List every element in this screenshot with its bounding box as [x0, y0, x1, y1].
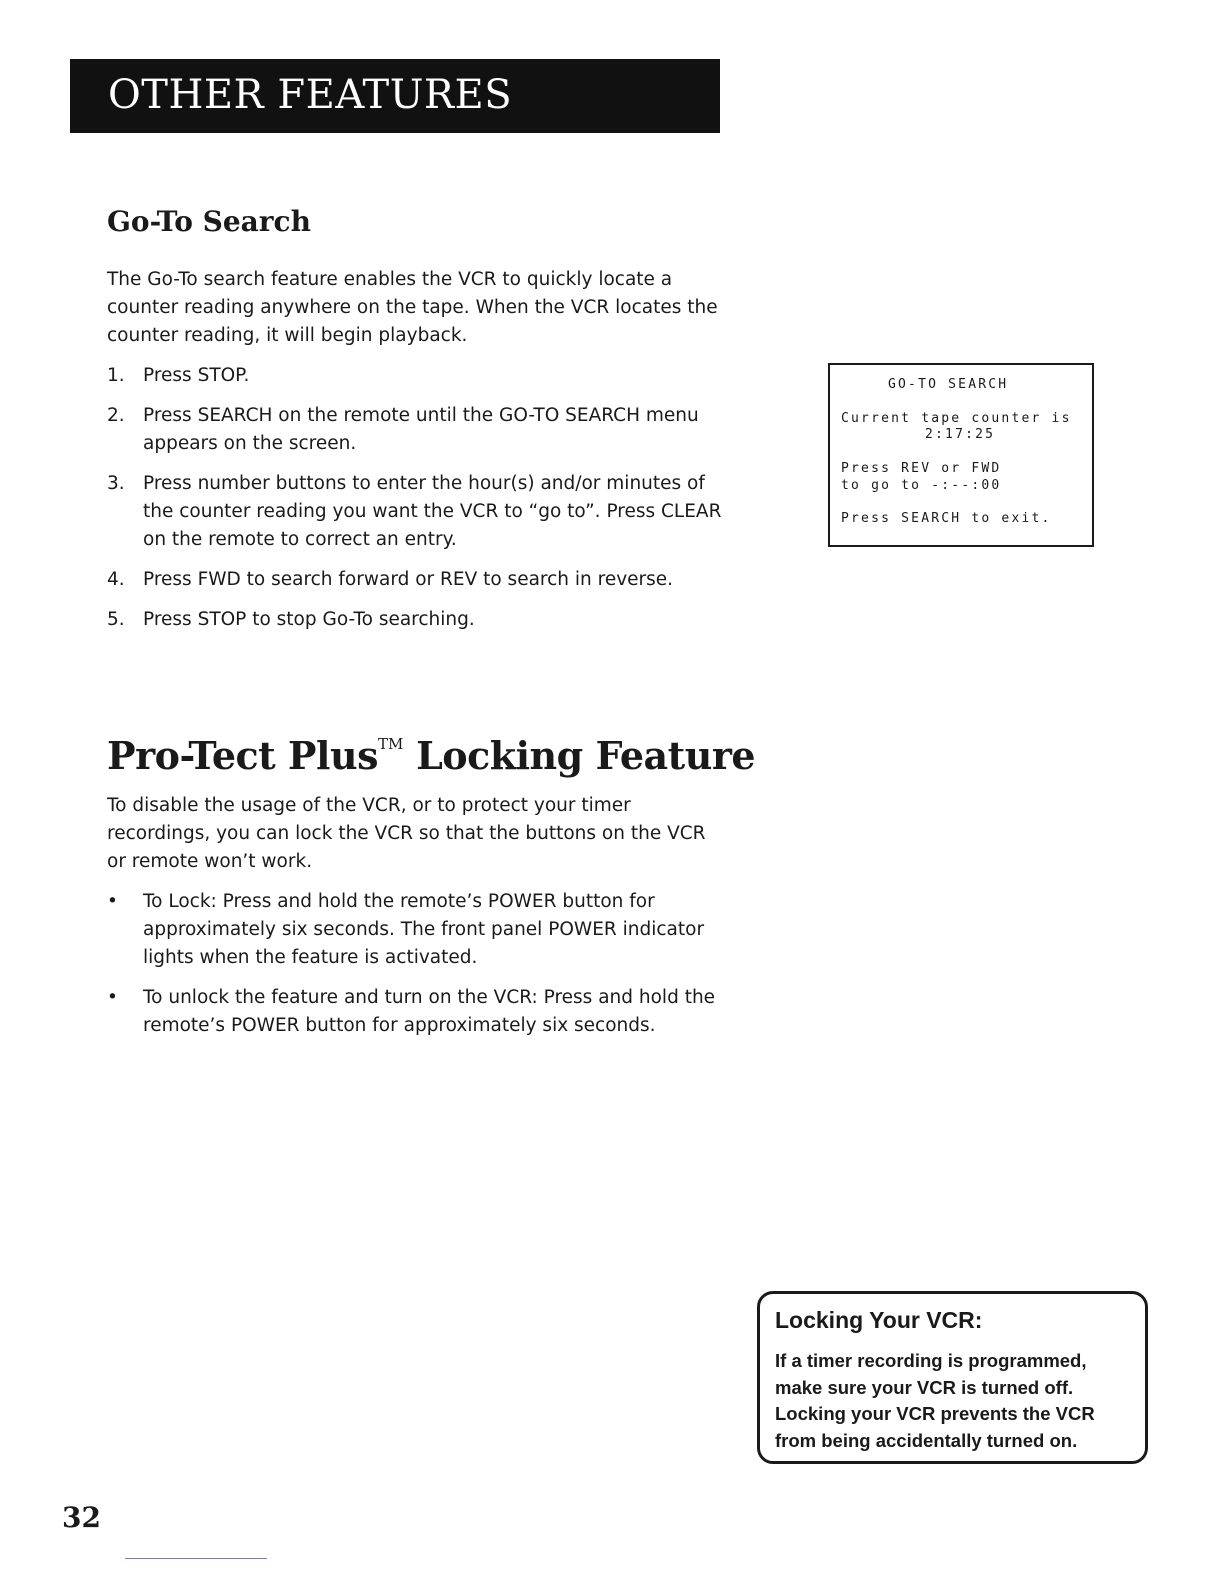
- goto-search-heading: Go-To Search: [107, 205, 311, 238]
- step-text: Press SEARCH on the remote until the GO-TO SEARCH menu appears on the screen.: [143, 405, 699, 454]
- step-item: [107, 362, 727, 390]
- step-text: Press FWD to search forward or REV to search in reverse.: [143, 569, 674, 590]
- trademark-symbol: TM: [377, 735, 404, 753]
- osd-counter-value: 2:17:25: [925, 427, 996, 442]
- step-item: [107, 402, 727, 458]
- step-item: [107, 470, 727, 554]
- step-text: Press number buttons to enter the hour(s) and/or minutes of the counter reading you want the VCR to “go to”. Press CLEAR on the remote to correct an entry.: [143, 473, 722, 550]
- section-header-bar: [70, 59, 720, 133]
- step-number: 2.: [107, 405, 125, 426]
- step-item: [107, 606, 727, 634]
- step-text: Press STOP.: [143, 365, 250, 386]
- osd-counter-label: Current tape counter is: [841, 411, 1072, 426]
- note-body: If a timer recording is programmed, make sure your VCR is turned off. Locking your VCR prevents the VCR from being accidentally turned on.: [775, 1350, 1095, 1451]
- step-number: 3.: [107, 473, 125, 494]
- osd-title: GO-TO SEARCH: [888, 377, 1009, 392]
- locking-note-box: [757, 1291, 1148, 1464]
- osd-exit-text: Press SEARCH to exit.: [841, 511, 1052, 526]
- note-title: Locking Your VCR:: [775, 1307, 983, 1333]
- step-number: 4.: [107, 569, 125, 590]
- goto-search-screen-display: [828, 363, 1094, 547]
- osd-prompt-line1: Press REV or FWD: [841, 461, 1002, 476]
- step-item: [107, 566, 727, 594]
- protect-plus-heading: [107, 718, 755, 782]
- protect-plus-intro: To disable the usage of the VCR, or to protect your timer recordings, you can lock the VCR so that the buttons on the VCR or remote won’t work.: [107, 795, 706, 872]
- page-number: 32: [62, 1501, 101, 1534]
- bullet-item: [107, 984, 727, 1040]
- step-number: 1.: [107, 365, 125, 386]
- goto-search-intro: The Go-To search feature enables the VCR to quickly locate a counter reading anywhere on the tape. When the VCR locates the counter reading, it will begin playback.: [107, 269, 718, 346]
- step-number: 5.: [107, 609, 125, 630]
- protect-plus-title-rest: Locking Feature: [403, 733, 756, 778]
- protect-plus-bullets: [107, 888, 727, 1052]
- bullet-text: To Lock: Press and hold the remote’s POWER button for approximately six seconds. The front panel POWER indicator lights when the feature is activated.: [143, 891, 705, 968]
- bullet-marker: •: [107, 987, 118, 1008]
- osd-prompt-line2: to go to -:--:00: [841, 478, 1002, 493]
- bullet-marker: •: [107, 891, 118, 912]
- protect-plus-title: Pro-Tect Plus: [107, 733, 378, 778]
- section-header-title: OTHER FEATURES: [108, 72, 513, 118]
- goto-search-steps: [107, 362, 727, 646]
- bullet-item: [107, 888, 727, 972]
- bullet-text: To unlock the feature and turn on the VCR: Press and hold the remote’s POWER button for approximately six seconds.: [143, 987, 716, 1036]
- bottom-rule: [125, 1558, 267, 1559]
- step-text: Press STOP to stop Go-To searching.: [143, 609, 475, 630]
